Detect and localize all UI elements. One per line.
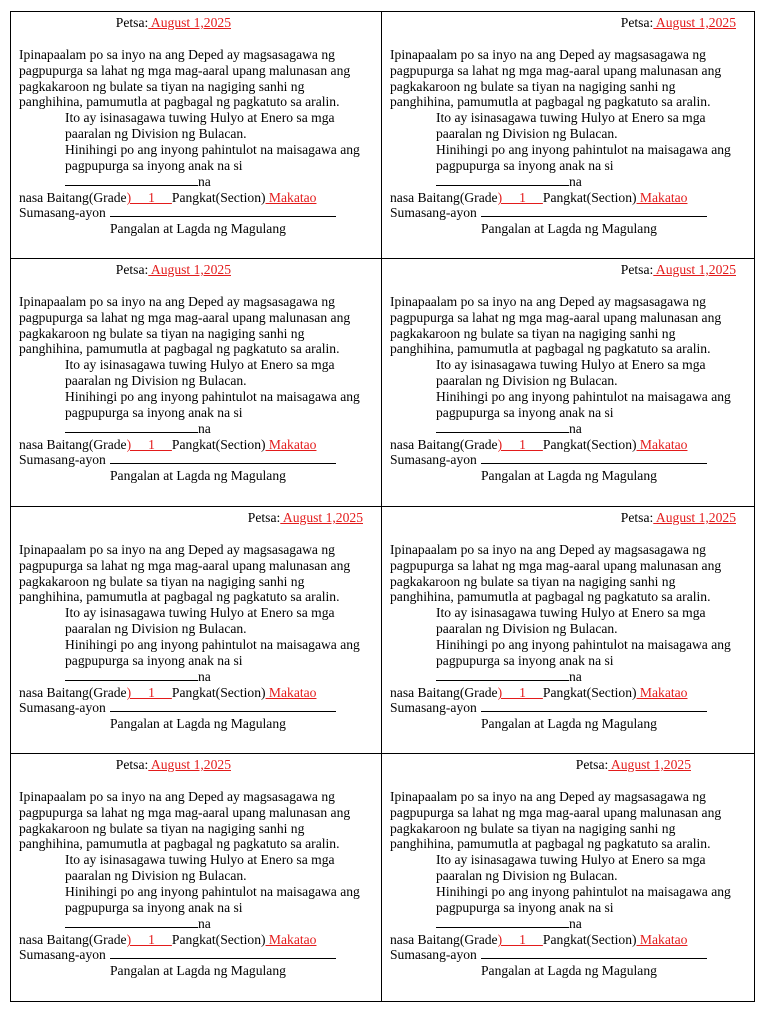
student-name-blank[interactable] [436, 420, 569, 433]
grade-label: nasa Baitang(Grade [390, 437, 498, 453]
schedule-paragraph: Ito ay isinasagawa tuwing Hulyo at Enero sa mga paaralan ng Division ng Bulacan. [65, 605, 335, 636]
date-value: August 1,2025 [148, 262, 231, 277]
date-label: Petsa: [620, 510, 654, 525]
signature-caption: Pangalan at Lagda ng Magulang [481, 716, 657, 731]
slip-body [390, 47, 742, 206]
request-paragraph [390, 884, 742, 932]
section-value: Makatao [265, 437, 317, 453]
schedule-paragraph: Ito ay isinasagawa tuwing Hulyo at Enero sa mga paaralan ng Division ng Bulacan. [65, 852, 335, 883]
grade-section-line [19, 932, 371, 948]
signature-caption: Pangalan at Lagda ng Magulang [481, 468, 657, 483]
consent-label: Sumasang-ayon [19, 205, 106, 220]
permission-slip [382, 507, 755, 754]
signature-blank[interactable] [110, 947, 336, 959]
grade-label: nasa Baitang(Grade [390, 685, 498, 701]
date-label: Petsa: [115, 757, 149, 772]
grade-section-line [390, 437, 742, 453]
grade-value: ) 1 [126, 932, 172, 948]
date-value: August 1,2025 [280, 510, 363, 525]
slip-body [19, 789, 371, 948]
signature-blank[interactable] [481, 700, 707, 712]
slip-body [390, 789, 742, 948]
section-label: Pangkat(Section) [542, 932, 637, 948]
section-value: Makatao [265, 685, 317, 701]
signature-caption: Pangalan at Lagda ng Magulang [110, 963, 286, 978]
consent-label: Sumasang-ayon [19, 452, 106, 467]
consent-line [390, 700, 707, 716]
request-suffix: na [569, 421, 582, 437]
schedule-paragraph: Ito ay isinasagawa tuwing Hulyo at Enero sa mga paaralan ng Division ng Bulacan. [436, 605, 706, 636]
date-line [248, 510, 363, 526]
signature-caption: Pangalan at Lagda ng Magulang [110, 468, 286, 483]
grade-label: nasa Baitang(Grade [390, 932, 498, 948]
consent-label: Sumasang-ayon [390, 700, 477, 715]
date-line [116, 262, 231, 278]
grade-label: nasa Baitang(Grade [19, 190, 127, 206]
grade-label: nasa Baitang(Grade [390, 190, 498, 206]
slip-body [19, 294, 371, 453]
grade-section-line [390, 932, 742, 948]
request-text: Hinihingi po ang inyong pahintulot na maisagawa ang pagpupurga sa inyong anak na si [436, 883, 731, 915]
permission-slip [10, 11, 382, 259]
date-label: Petsa: [620, 15, 654, 30]
grade-value: ) 1 [126, 437, 172, 453]
grade-section-line [19, 685, 371, 701]
request-paragraph [19, 637, 371, 685]
student-name-blank[interactable] [436, 915, 569, 928]
request-paragraph [390, 142, 742, 190]
intro-paragraph: Ipinapaalam po sa inyo na ang Deped ay magsasagawa ng pagpupurga sa lahat ng mga mag-aaral upang malunasan ang pagkakaroon ng bulate sa tiyan na nagiging sanhi ng panghihina, pamumutla at pagbagal ng pagkatuto sa aralin. [390, 47, 722, 110]
grade-section-line [19, 190, 371, 206]
request-suffix: na [569, 916, 582, 932]
date-line [116, 15, 231, 31]
request-suffix: na [569, 174, 582, 190]
grade-value: ) 1 [126, 685, 172, 701]
request-suffix: na [569, 669, 582, 685]
section-value: Makatao [636, 190, 688, 206]
signature-blank[interactable] [481, 947, 707, 959]
section-value: Makatao [636, 437, 688, 453]
consent-line [390, 947, 707, 963]
date-value: August 1,2025 [653, 15, 736, 30]
intro-paragraph: Ipinapaalam po sa inyo na ang Deped ay magsasagawa ng pagpupurga sa lahat ng mga mag-aaral upang malunasan ang pagkakaroon ng bulate sa tiyan na nagiging sanhi ng panghihina, pamumutla at pagbagal ng pagkatuto sa aralin. [19, 789, 351, 852]
consent-line [19, 205, 336, 221]
date-label: Petsa: [620, 262, 654, 277]
signature-caption: Pangalan at Lagda ng Magulang [110, 221, 286, 236]
consent-label: Sumasang-ayon [390, 947, 477, 962]
signature-blank[interactable] [481, 205, 707, 217]
intro-paragraph: Ipinapaalam po sa inyo na ang Deped ay magsasagawa ng pagpupurga sa lahat ng mga mag-aaral upang malunasan ang pagkakaroon ng bulate sa tiyan na nagiging sanhi ng panghihina, pamumutla at pagbagal ng pagkatuto sa aralin. [390, 294, 722, 357]
grade-value: ) 1 [126, 190, 172, 206]
grade-section-line [390, 190, 742, 206]
consent-line [19, 947, 336, 963]
signature-blank[interactable] [110, 452, 336, 464]
signature-caption: Pangalan at Lagda ng Magulang [110, 716, 286, 731]
consent-label: Sumasang-ayon [19, 947, 106, 962]
consent-line [19, 700, 336, 716]
request-text: Hinihingi po ang inyong pahintulot na maisagawa ang pagpupurga sa inyong anak na si [436, 141, 731, 173]
section-value: Makatao [636, 685, 688, 701]
section-label: Pangkat(Section) [542, 190, 637, 206]
request-paragraph [19, 389, 371, 437]
date-value: August 1,2025 [653, 510, 736, 525]
schedule-paragraph: Ito ay isinasagawa tuwing Hulyo at Enero sa mga paaralan ng Division ng Bulacan. [65, 110, 335, 141]
grade-value: ) 1 [497, 932, 543, 948]
request-text: Hinihingi po ang inyong pahintulot na maisagawa ang pagpupurga sa inyong anak na si [65, 388, 360, 420]
permission-slip [10, 259, 382, 507]
section-label: Pangkat(Section) [171, 190, 266, 206]
consent-line [19, 452, 336, 468]
intro-paragraph: Ipinapaalam po sa inyo na ang Deped ay magsasagawa ng pagpupurga sa lahat ng mga mag-aaral upang malunasan ang pagkakaroon ng bulate sa tiyan na nagiging sanhi ng panghihina, pamumutla at pagbagal ng pagkatuto sa aralin. [19, 47, 351, 110]
request-paragraph [390, 637, 742, 685]
signature-blank[interactable] [110, 205, 336, 217]
signature-caption: Pangalan at Lagda ng Magulang [481, 221, 657, 236]
request-text: Hinihingi po ang inyong pahintulot na maisagawa ang pagpupurga sa inyong anak na si [65, 636, 360, 668]
signature-caption: Pangalan at Lagda ng Magulang [481, 963, 657, 978]
section-value: Makatao [636, 932, 688, 948]
intro-paragraph: Ipinapaalam po sa inyo na ang Deped ay magsasagawa ng pagpupurga sa lahat ng mga mag-aaral upang malunasan ang pagkakaroon ng bulate sa tiyan na nagiging sanhi ng panghihina, pamumutla at pagbagal ng pagkatuto sa aralin. [19, 542, 351, 605]
permission-slip [382, 11, 755, 259]
consent-line [390, 452, 707, 468]
grade-label: nasa Baitang(Grade [19, 685, 127, 701]
date-line [621, 262, 736, 278]
consent-label: Sumasang-ayon [390, 452, 477, 467]
slip-body [390, 294, 742, 453]
permission-slip-sheet [10, 11, 755, 1002]
signature-blank[interactable] [110, 700, 336, 712]
student-name-blank[interactable] [65, 420, 198, 433]
intro-paragraph: Ipinapaalam po sa inyo na ang Deped ay magsasagawa ng pagpupurga sa lahat ng mga mag-aaral upang malunasan ang pagkakaroon ng bulate sa tiyan na nagiging sanhi ng panghihina, pamumutla at pagbagal ng pagkatuto sa aralin. [19, 294, 351, 357]
grade-section-line [390, 685, 742, 701]
date-value: August 1,2025 [653, 262, 736, 277]
intro-paragraph: Ipinapaalam po sa inyo na ang Deped ay magsasagawa ng pagpupurga sa lahat ng mga mag-aaral upang malunasan ang pagkakaroon ng bulate sa tiyan na nagiging sanhi ng panghihina, pamumutla at pagbagal ng pagkatuto sa aralin. [390, 789, 722, 852]
consent-label: Sumasang-ayon [19, 700, 106, 715]
student-name-blank[interactable] [65, 915, 198, 928]
request-text: Hinihingi po ang inyong pahintulot na maisagawa ang pagpupurga sa inyong anak na si [65, 883, 360, 915]
request-text: Hinihingi po ang inyong pahintulot na maisagawa ang pagpupurga sa inyong anak na si [436, 388, 731, 420]
section-value: Makatao [265, 190, 317, 206]
section-label: Pangkat(Section) [542, 685, 637, 701]
section-label: Pangkat(Section) [171, 437, 266, 453]
permission-slip [10, 754, 382, 1002]
grade-section-line [19, 437, 371, 453]
date-label: Petsa: [575, 757, 609, 772]
student-name-blank[interactable] [436, 173, 569, 186]
schedule-paragraph: Ito ay isinasagawa tuwing Hulyo at Enero sa mga paaralan ng Division ng Bulacan. [436, 357, 706, 388]
grade-label: nasa Baitang(Grade [19, 932, 127, 948]
date-value: August 1,2025 [148, 15, 231, 30]
slip-body [19, 47, 371, 206]
request-text: Hinihingi po ang inyong pahintulot na maisagawa ang pagpupurga sa inyong anak na si [65, 141, 360, 173]
date-line [116, 757, 231, 773]
date-value: August 1,2025 [608, 757, 691, 772]
slip-body [390, 542, 742, 701]
grade-value: ) 1 [497, 437, 543, 453]
request-suffix: na [198, 174, 211, 190]
date-value: August 1,2025 [148, 757, 231, 772]
date-line [621, 15, 736, 31]
section-label: Pangkat(Section) [171, 685, 266, 701]
date-line [576, 757, 691, 773]
intro-paragraph: Ipinapaalam po sa inyo na ang Deped ay magsasagawa ng pagpupurga sa lahat ng mga mag-aaral upang malunasan ang pagkakaroon ng bulate sa tiyan na nagiging sanhi ng panghihina, pamumutla at pagbagal ng pagkatuto sa aralin. [390, 542, 722, 605]
date-label: Petsa: [115, 262, 149, 277]
request-paragraph [390, 389, 742, 437]
student-name-blank[interactable] [65, 668, 198, 681]
request-suffix: na [198, 916, 211, 932]
slip-body [19, 542, 371, 701]
grade-value: ) 1 [497, 190, 543, 206]
consent-label: Sumasang-ayon [390, 205, 477, 220]
schedule-paragraph: Ito ay isinasagawa tuwing Hulyo at Enero sa mga paaralan ng Division ng Bulacan. [65, 357, 335, 388]
permission-slip [10, 507, 382, 754]
section-label: Pangkat(Section) [542, 437, 637, 453]
student-name-blank[interactable] [65, 173, 198, 186]
section-value: Makatao [265, 932, 317, 948]
date-line [621, 510, 736, 526]
date-label: Petsa: [247, 510, 281, 525]
grade-value: ) 1 [497, 685, 543, 701]
section-label: Pangkat(Section) [171, 932, 266, 948]
schedule-paragraph: Ito ay isinasagawa tuwing Hulyo at Enero sa mga paaralan ng Division ng Bulacan. [436, 852, 706, 883]
consent-line [390, 205, 707, 221]
schedule-paragraph: Ito ay isinasagawa tuwing Hulyo at Enero sa mga paaralan ng Division ng Bulacan. [436, 110, 706, 141]
date-label: Petsa: [115, 15, 149, 30]
request-paragraph [19, 142, 371, 190]
student-name-blank[interactable] [436, 668, 569, 681]
request-suffix: na [198, 669, 211, 685]
permission-slip [382, 754, 755, 1002]
request-suffix: na [198, 421, 211, 437]
permission-slip [382, 259, 755, 507]
grade-label: nasa Baitang(Grade [19, 437, 127, 453]
request-paragraph [19, 884, 371, 932]
request-text: Hinihingi po ang inyong pahintulot na maisagawa ang pagpupurga sa inyong anak na si [436, 636, 731, 668]
signature-blank[interactable] [481, 452, 707, 464]
